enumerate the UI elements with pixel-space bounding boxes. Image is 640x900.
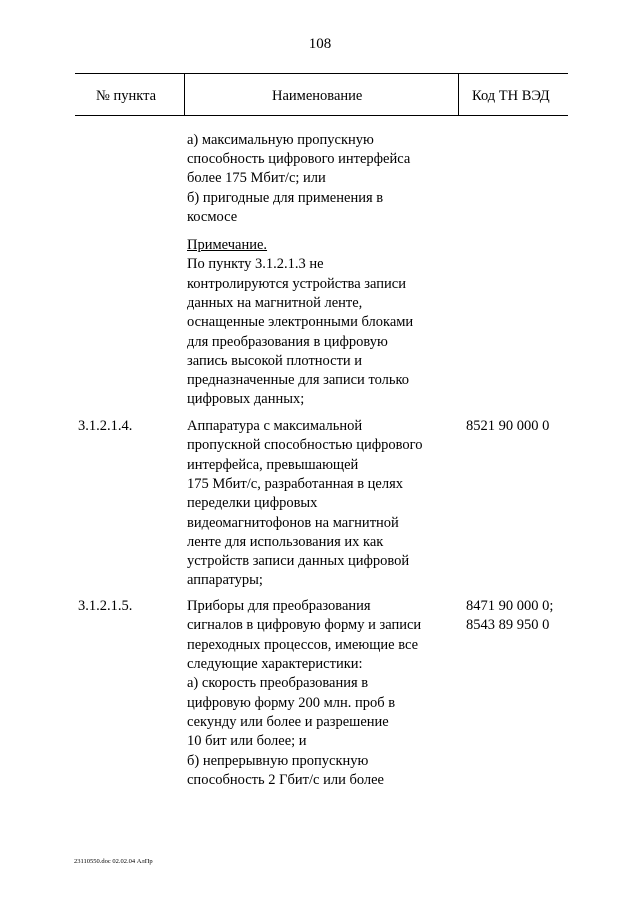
note-line: данных на магнитной ленте,: [187, 295, 363, 311]
continuation-line: способность цифрового интерфейса: [187, 151, 411, 167]
item-code: 8543 89 950 0: [466, 617, 550, 633]
item-name-line: способность 2 Гбит/с или более: [187, 772, 384, 788]
item-name-line: 10 бит или более; и: [187, 733, 307, 749]
item-name-line: а) скорость преобразования в: [187, 675, 369, 691]
item-number: 3.1.2.1.5.: [78, 598, 133, 614]
table-header-bottom-rule: [75, 115, 568, 116]
continuation-line: космосе: [187, 209, 238, 225]
item-name-line: 175 Мбит/с, разработанная в целях: [187, 476, 404, 492]
item-name-line: следующие характеристики:: [187, 656, 363, 672]
table-header-divider: [184, 74, 185, 115]
item-name-line: б) непрерывную пропускную: [187, 753, 369, 769]
page-number: 108: [308, 36, 332, 52]
note-title: Примечание.: [187, 237, 268, 253]
footer-document-id: 23110550.doc 02.02.04 АлПр: [74, 858, 153, 865]
continuation-line: б) пригодные для применения в: [187, 190, 384, 206]
item-name-line: видеомагнитофонов на магнитной: [187, 515, 399, 531]
note-line: По пункту 3.1.2.1.3 не: [187, 256, 324, 272]
table-header-top-rule: [75, 73, 568, 74]
item-name-line: ленте для использования их как: [187, 534, 384, 550]
note-line: цифровых данных;: [187, 391, 305, 407]
note-line: запись высокой плотности и: [187, 353, 363, 369]
item-number: 3.1.2.1.4.: [78, 418, 133, 434]
item-name-line: переходных процессов, имеющие все: [187, 637, 419, 653]
item-name-line: цифровую форму 200 млн. проб в: [187, 695, 396, 711]
note-line: для преобразования в цифровую: [187, 334, 388, 350]
column-header-name: Наименование: [272, 88, 363, 104]
table-header-divider: [458, 74, 459, 115]
item-name-line: интерфейса, превышающей: [187, 457, 359, 473]
item-name-line: Аппаратура с максимальной: [187, 418, 363, 434]
item-name-line: Приборы для преобразования: [187, 598, 371, 614]
column-header-code: Код ТН ВЭД: [472, 88, 550, 104]
note-line: контролируются устройства записи: [187, 276, 406, 292]
note-line: предназначенные для записи только: [187, 372, 410, 388]
continuation-line: а) максимальную пропускную: [187, 132, 374, 148]
item-name-line: аппаратуры;: [187, 572, 263, 588]
note-line: оснащенные электронными блоками: [187, 314, 414, 330]
item-code: 8521 90 000 0: [466, 418, 550, 434]
item-name-line: переделки цифровых: [187, 495, 318, 511]
item-name-line: пропускной способностью цифрового: [187, 437, 423, 453]
continuation-line: более 175 Мбит/с; или: [187, 170, 326, 186]
item-name-line: устройств записи данных цифровой: [187, 553, 410, 569]
item-code: 8471 90 000 0;: [466, 598, 554, 614]
column-header-number: № пункта: [96, 88, 157, 104]
item-name-line: сигналов в цифровую форму и записи: [187, 617, 422, 633]
item-name-line: секунду или более и разрешение: [187, 714, 389, 730]
